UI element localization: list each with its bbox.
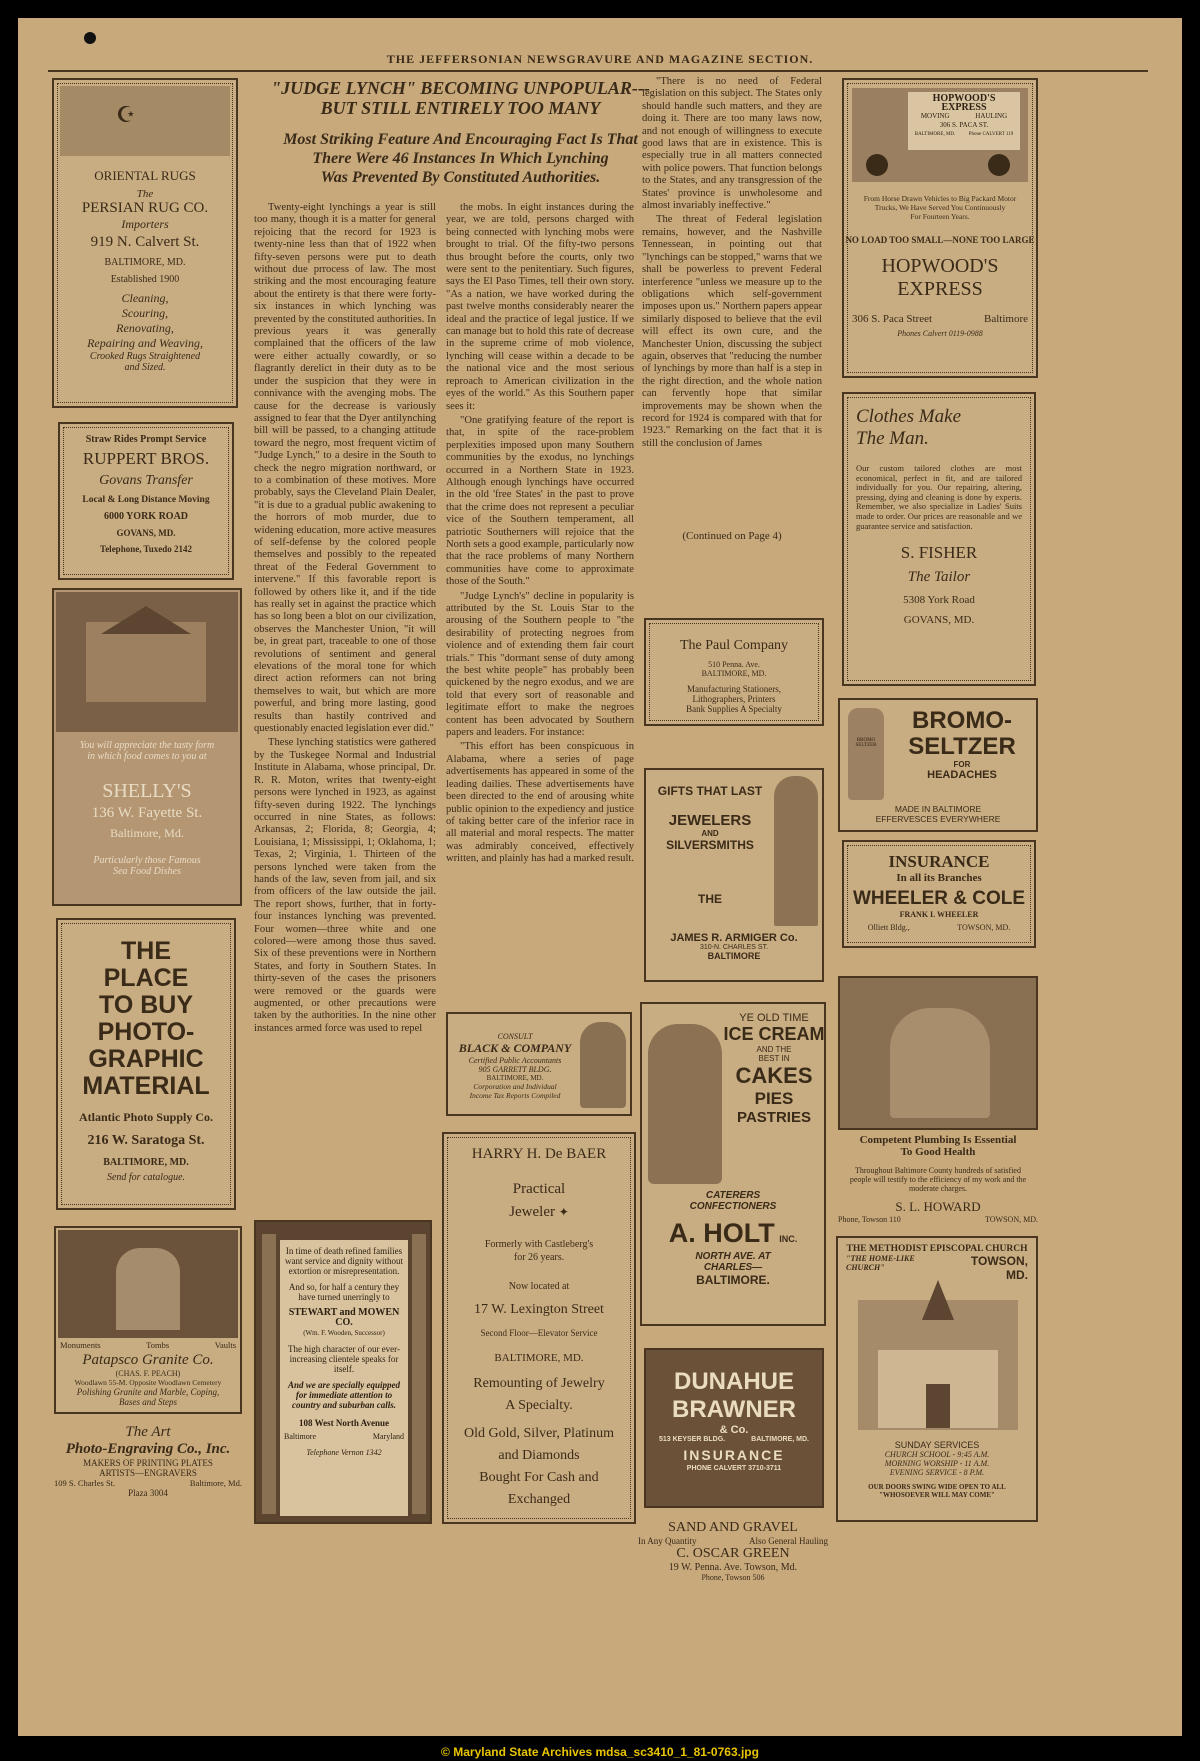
ruppert-line: Local & Long Distance Moving: [82, 495, 210, 505]
article-column-2: [446, 202, 634, 1122]
armiger-jewelers-ad: [644, 768, 824, 982]
article-paragraph: "This effort has been conspicuous in Alabama, where a series of page advertisements has appeared in some of the leading dailies. These advertisements have been directed to the end of arousing white public opinion to the expediency and justice of taking better care of the inferior race in all material and moral respects. The matter was admirably conceived, effectively written, and plainly has had a marked result.: [446, 741, 634, 865]
church-line: "THE HOME-LIKE: [846, 1254, 915, 1263]
stewart-city: Baltimore: [284, 1432, 316, 1441]
hopwoods-express-ad: [842, 78, 1038, 378]
archive-credit-text: © Maryland State Archives mdsa_sc3410_1_81-0763.jpg: [441, 1745, 759, 1759]
article-column-1: [254, 202, 436, 1342]
rug-ad-line: Established 1900: [110, 274, 180, 285]
page-header-text: THE JEFFERSONIAN NEWSGRAVURE AND MAGAZINE SECTION.: [386, 52, 814, 66]
dunahue-line: 513 KEYSER BLDG.: [659, 1436, 726, 1443]
shellys-line: Baltimore, Md.: [110, 826, 184, 840]
armiger-line: SILVERSMITHS: [666, 838, 754, 852]
paul-line: 510 Penna. Ave.: [708, 660, 760, 669]
rug-flags-illustration: [60, 86, 230, 156]
paul-line: Bank Supplies A Specialty: [686, 704, 782, 714]
shellys-line: Particularly those Famous: [93, 855, 201, 866]
oscar-green-ad: [638, 1520, 828, 1586]
art-engraving-ad: [54, 1424, 242, 1510]
church-line: SUNDAY SERVICES: [894, 1440, 980, 1450]
stewart-line: And so, for half a century they have turned unerringly to: [288, 1282, 400, 1302]
fisher-name: S. FISHER: [900, 543, 978, 563]
church-line: MD.: [1006, 1268, 1028, 1282]
photo-headline: THE: [121, 937, 171, 965]
holt-cakes: CAKES: [735, 1063, 813, 1088]
shellys-name: SHELLY'S: [102, 780, 192, 802]
article-paragraph: Twenty-eight lynchings a year is still too many, though it is a matter for general rejoicing that the record for 1923 is twenty-nine less than that of 1922 when fifty-seven persons were put to death without due prrocess of law. The most striking and the most encouraging feature about the entirety is that there were forty-six instances in which lynching was prevented by the constituted authorities. In previous years it was generally complained that the officers of the law were either actually cowardly, or so flagrantly derelict in their duty as to be under the suspicion that they were in connivance with the avenging mobs. The cause for the decrease is variously assigned to fear that the Dyer antilynching bill will be passed, to a changing attitude toward the negro, most frequent victim of "Judge Lynch," to a desire in the South to check the negro migration northward, or to a combination of these motives. More probably, says the Cleveland Plain Dealer, "it is due to a gradual public awakening to the horrors of mob murder, due to widening education, more active measures of self-defense by the colored people themselves and possibly to the repeated threat of the Federal Government to intervene." If this favorable report is followed by others like it, and if the tide has really set in against the practice which has so long been a blot on our civilization, observes the Manchester Union, "it will be, in great part, traceable to one of those revolutions of sentiment and general elevations of the moral tone for which direct action reformers can not bring themselves to wait, but which are more powerful, and bring more lasting, good results than hastily contrived and questionably enacted legislation ever did.": [254, 202, 436, 735]
hopwood-line: From Horse Drawn Vehicles to Big Packard Motor: [863, 194, 1017, 203]
photo-company: Atlantic Photo Supply Co.: [78, 1110, 214, 1124]
granite-line: Bases and Steps: [119, 1397, 177, 1407]
stewart-line: (Wm. F. Wooden, Successor): [303, 1329, 385, 1337]
granite-line: (CHAS. F. PEACH): [115, 1369, 181, 1378]
paul-line: BALTIMORE, MD.: [701, 669, 767, 678]
engraving-line: Plaza 3004: [128, 1488, 168, 1498]
holt-line: BALTIMORE.: [696, 1273, 770, 1287]
subhead-line-2: There Were 46 Instances In Which Lynching: [312, 150, 609, 167]
rug-ad-company: PERSIAN RUG CO.: [81, 200, 209, 216]
holt-pies: PIES: [754, 1089, 794, 1108]
church-line: OUR DOORS SWING WIDE OPEN TO ALL: [868, 1483, 1006, 1491]
truck-line: BALTIMORE, MD.: [914, 132, 956, 137]
column-illustration-right: [412, 1234, 426, 1514]
dunahue-co: & Co.: [719, 1424, 749, 1436]
granite-line: Woodlawn 55-M. Opposite Woodlawn Cemetery: [74, 1378, 222, 1387]
debaer-line: Now located at: [508, 1281, 570, 1292]
holt-inc: INC.: [779, 1234, 798, 1244]
black-line: CONSULT: [497, 1032, 533, 1041]
howard-line: Competent Plumbing Is Essential: [859, 1134, 1017, 1146]
article-column-3: [642, 76, 822, 560]
howard-plumbing-ad: [838, 1134, 1038, 1228]
green-line: Also General Hauling: [749, 1536, 828, 1546]
photo-supply-ad: [56, 918, 236, 1210]
stewart-line: The high character of our ever-increasing clientele speaks for itself.: [287, 1344, 400, 1374]
diamond-icon: ✦: [558, 1205, 569, 1219]
debaer-line: Jeweler: [509, 1204, 555, 1220]
stewart-address: 108 West North Avenue: [299, 1418, 389, 1428]
wheeler-line: TOWSON, MD.: [957, 923, 1011, 932]
howard-line: Phone, Towson 110: [838, 1215, 901, 1224]
dunahue-brawner-ad: [644, 1348, 824, 1508]
wheeler-line: Olliett Bldg.,: [867, 923, 910, 932]
wheeler-line: FRANK I. WHEELER: [899, 910, 979, 919]
rug-ad-line: Repairing and Weaving,: [87, 336, 203, 350]
truck-line: Phone CALVERT 119: [968, 132, 1014, 137]
rug-ad-line: Scouring,: [121, 306, 169, 320]
howard-line: TOWSON, MD.: [985, 1215, 1038, 1224]
holt-name: A. HOLT: [668, 1218, 775, 1248]
howard-line: To Good Health: [900, 1146, 976, 1158]
subhead-line-3: Was Prevented By Constituted Authorities.: [320, 169, 601, 186]
hopwood-city: Baltimore: [984, 313, 1028, 325]
truck-wheel-icon: [866, 154, 888, 176]
holt-line: CONFECTIONERS: [689, 1201, 777, 1212]
truck-line: MOVING: [920, 112, 950, 120]
hopwood-address: 306 S. Paca Street: [852, 313, 933, 325]
green-line: In Any Quantity: [638, 1536, 697, 1546]
header-rule: [48, 70, 1148, 72]
shellys-line: Sea Food Dishes: [113, 866, 181, 877]
methodist-church-ad: [836, 1236, 1038, 1522]
holt-line: AND THE: [756, 1045, 792, 1054]
bathroom-scene-illustration: [890, 1008, 990, 1118]
rug-ad-line: Cleaning,: [121, 291, 169, 305]
column-illustration-left: [262, 1234, 276, 1514]
fisher-body: Our custom tailored clothes are most economical, perfect in fit, and are tailored individually for you. Our repairing, altering, pressing, dying and cleaning is done by experts. Remember, we also specialize in Ladies' Suits made to order. Our prices are reasonable and we guarantee service and satisfaction.: [856, 463, 1022, 531]
bromo-line: SELTZER: [908, 733, 1016, 760]
photo-headline: PLACE: [103, 964, 189, 992]
rug-ad-line: Importers: [121, 217, 169, 231]
engraving-company: Photo-Engraving Co., Inc.: [65, 1441, 231, 1457]
rug-ad-line: ORIENTAL RUGS: [94, 168, 196, 183]
armiger-line: BALTIMORE: [707, 951, 761, 961]
stewart-phone: Telephone Vernon 1342: [306, 1448, 382, 1457]
wheeler-line: INSURANCE: [888, 852, 990, 871]
rug-ad-line: Renovating,: [116, 321, 174, 335]
armiger-line: JEWELERS: [668, 812, 752, 829]
fisher-headline: The Man.: [856, 428, 929, 449]
debaer-line: Practical: [512, 1181, 566, 1197]
bromo-line: BROMO-: [912, 707, 1012, 734]
howard-plumbing-photo: [838, 976, 1038, 1130]
rug-ad-line: BALTIMORE, MD.: [104, 257, 186, 268]
photo-headline: PHOTO-: [97, 1018, 195, 1046]
engraving-line: ARTISTS—ENGRAVERS: [99, 1468, 197, 1478]
black-line: Corporation and Individual: [473, 1082, 557, 1091]
continued-note: [642, 530, 822, 542]
bromo-line: FOR: [953, 760, 971, 769]
holt-line: BEST IN: [758, 1054, 790, 1063]
holt-line: YE OLD TIME: [739, 1012, 809, 1024]
truck-wheel-icon: [988, 154, 1010, 176]
ruppert-company: RUPPERT BROS.: [82, 449, 210, 468]
green-name: C. OSCAR GREEN: [676, 1546, 790, 1561]
engraving-line: The Art: [125, 1424, 171, 1440]
debaer-line: Remounting of Jewelry: [473, 1376, 605, 1391]
church-line: CHURCH SCHOOL - 9:45 A.M.: [884, 1450, 990, 1459]
engraving-line: MAKERS OF PRINTING PLATES: [83, 1458, 213, 1468]
stewart-line: In time of death refined families want service and dignity without extortion or misrepresentation.: [285, 1246, 403, 1276]
black-line: BALTIMORE, MD.: [486, 1074, 544, 1082]
headline-line-1: "JUDGE LYNCH" BECOMING UNPOPULAR---: [271, 78, 650, 98]
shellys-address: 136 W. Fayette St.: [91, 805, 203, 821]
armiger-company: JAMES R. ARMIGER Co.: [670, 932, 798, 944]
photo-city: BALTIMORE, MD.: [103, 1157, 189, 1168]
bromo-line: HEADACHES: [927, 769, 997, 781]
bromo-seltzer-ad: [838, 698, 1038, 832]
article-paragraph: "There is no need of Federal legislation on this subject. The States only should handle such matters, and they are doing it. There are too many laws now, and not enough of willingness to execute good laws that are in existence. This is especially true in all matters connected with police powers. That function belongs to the States, and any transgression of the States' province is unwholesome and almost invariably ineffective.": [642, 76, 822, 212]
dunahue-phone: PHONE CALVERT 3710-3711: [686, 1465, 782, 1472]
subhead-line-1: Most Striking Feature And Encouraging Fact Is That: [283, 131, 638, 148]
black-line: Income Tax Reports Compiled: [469, 1091, 561, 1100]
debaer-line: Exchanged: [507, 1492, 571, 1507]
bottle-label: BROMO SELTZER: [855, 738, 877, 748]
fisher-line: The Tailor: [907, 569, 971, 586]
article-paragraph: "Judge Lynch's" decline in popularity is attributed by the St. Louis Star to the arousing of the Southern people to "the desirability of protecting negroes from violence and of extending them fair court trials." This "dormant sense of duty among the best white people" has probably been quickened by the negro exodus, and we are told that every sort of reasonable and legitimate effort to make the negroes content has been advocated by Southern papers and leaders. For instance:: [446, 590, 634, 739]
corner-mark: [84, 32, 96, 44]
engraving-line: Baltimore, Md.: [189, 1478, 242, 1488]
church-line: "WHOSOEVER WILL MAY COME": [879, 1491, 995, 1499]
article-headline: [243, 78, 678, 118]
hopwood-line: Trucks, We Have Served You Continuously: [874, 203, 1006, 212]
newspaper-page: [18, 18, 1182, 1736]
de-baer-jeweler-ad: [442, 1132, 636, 1524]
hopwood-line: NO LOAD TOO SMALL—NONE TOO LARGE: [845, 235, 1035, 245]
photo-headline: MATERIAL: [82, 1072, 210, 1100]
paul-company-name: The Paul Company: [679, 638, 789, 653]
article-subhead: [243, 130, 678, 187]
dunahue-line: BALTIMORE, MD.: [751, 1436, 809, 1443]
bromo-line: EFFERVESCES EVERYWHERE: [875, 814, 1001, 824]
holt-line: CHARLES—: [703, 1262, 763, 1273]
stewart-state: Maryland: [372, 1432, 404, 1441]
debaer-line: for 26 years.: [513, 1252, 565, 1263]
girl-with-cakes-illustration: [648, 1024, 722, 1184]
hopwood-name: HOPWOOD'S: [881, 255, 999, 277]
fisher-address: 5308 York Road: [903, 594, 975, 607]
rug-ad-line: Crooked Rugs Straightened: [89, 351, 201, 362]
bromo-bottle-illustration: [848, 708, 884, 800]
shellys-line: You will appreciate the tasty form: [79, 740, 215, 751]
debaer-address: 17 W. Lexington Street: [474, 1302, 604, 1317]
photo-catalogue: Send for catalogue.: [106, 1172, 186, 1183]
holt-ice-cream: ICE CREAM: [723, 1024, 825, 1044]
truck-line: HOPWOOD'S: [932, 93, 996, 104]
debaer-line: A Specialty.: [505, 1398, 573, 1413]
lady-figure-illustration: [774, 776, 818, 926]
page-header: [18, 52, 1182, 67]
fisher-headline: Clothes Make: [856, 406, 962, 427]
ruppert-bros-ad: [58, 422, 234, 580]
wheeler-line: In all its Branches: [896, 872, 982, 884]
photo-headline: GRAPHIC: [88, 1045, 204, 1073]
truck-line: EXPRESS: [941, 102, 987, 113]
granite-label: Tombs: [146, 1340, 170, 1350]
ruppert-line: Straw Rides Prompt Service: [85, 434, 207, 445]
continued-text: (Continued on Page 4): [682, 530, 782, 542]
truck-line: 306 S. PACA ST.: [939, 121, 989, 129]
persian-rug-ad: [52, 78, 238, 408]
article-paragraph: The threat of Federal legislation remains, however, and the Nashville Tennessean, in pointing out that "lynchings can be stopped," warns that we shall be powerless to prevent Federal interference "unless we measure up to the obligations which self-government imposes upon us." Northern papers appear similarly disposed to believe that the evil will effect its own cure, and the Manchester Union, discussing the subject again, observes that "reducing the number of lynchings by more than half is a step in the right direction, and the whole nation can fervently hope that similar improvements may be shown when the record for 1924 is compared with that for 1923." Remarking on the fact that it is still the conclusion of James: [642, 214, 822, 449]
rug-ad-line: The: [136, 188, 154, 200]
armiger-line: GIFTS THAT LAST: [657, 784, 763, 798]
stewart-company: STEWART and MOWEN CO.: [288, 1307, 400, 1328]
article-paragraph: "One gratifying feature of the report is that, in spite of the race-problem perplexities imposed upon many Southern communities by the exodus, no lynchings occurred in a Northern State in 1923. Although enough lynchings have occurred in the old 'free States' in the past to prove that the crime does not represent a peculiar vice of the Southern temperament, all patriotic Southerners will rejoice that the North sets a good example, particularly now that the race problems of many Northern communities have come to approximate those of the South.": [446, 414, 634, 588]
granite-label: Vaults: [214, 1340, 236, 1350]
star-crescent-icon: ☪: [116, 102, 136, 127]
debaer-line: Second Floor—Elevator Service: [480, 1328, 598, 1338]
fisher-tailor-ad: [842, 392, 1036, 686]
black-company-ad: [446, 1012, 632, 1116]
granite-line: Polishing Granite and Marble, Coping,: [76, 1387, 220, 1397]
patapsco-granite-ad: [54, 1226, 242, 1414]
church-line: CHURCH": [846, 1263, 885, 1272]
stewart-line: And we are specially equipped for immediate attention to country and suburban calls.: [288, 1380, 400, 1410]
rug-ad-line: and Sized.: [124, 362, 166, 373]
holt-line: CATERERS: [705, 1190, 761, 1201]
brawner-name: BRAWNER: [672, 1396, 796, 1423]
wheeler-cole-ad: [842, 840, 1036, 948]
bromo-line: MADE IN BALTIMORE: [894, 804, 982, 814]
article-paragraph: the mobs. In eight instances during the year, we are told, persons charged with being connected with lynching mobs were brought to trial. Of the fifty-two persons thus brought before the courts, only two were sent to the penitentiary. Such figures, says the El Paso Times, tell their own story. "As a nation, we have worked during the past twelve months considerably nearer the ideal and the practice of legal justice. If we can manage but to hold this rate of decrease in the supreme crime of mob violence, lynching will cease within a decade to be the national vice and the most serious reproach to American civilization in the eyes of the world." As this Southern paper sees it:: [446, 202, 634, 412]
church-line: EVENING SERVICE - 8 P.M.: [889, 1468, 985, 1477]
moving-truck-illustration: [852, 88, 1028, 182]
granite-company: Patapsco Granite Co.: [82, 1352, 214, 1368]
debaer-line: and Diamonds: [498, 1448, 580, 1463]
black-line: 905 GARRETT BLDG.: [478, 1065, 552, 1074]
accountant-illustration: [580, 1022, 626, 1108]
ruppert-line: GOVANS, MD.: [116, 528, 176, 538]
photo-headline: TO BUY: [99, 991, 193, 1019]
holt-line: NORTH AVE. AT: [695, 1251, 771, 1262]
debaer-line: Formerly with Castleberg's: [484, 1239, 594, 1250]
black-line: Certified Public Accountants: [468, 1056, 562, 1065]
howard-body: Throughout Baltimore County hundreds of satisfied people will testify to the efficiency of my work and the moderate charges.: [849, 1166, 1027, 1193]
archive-credit: [0, 1745, 1200, 1759]
granite-label: Monuments: [60, 1340, 101, 1350]
green-line: SAND AND GRAVEL: [668, 1520, 798, 1535]
shellys-line: in which food comes to you at: [87, 751, 207, 762]
green-line: Phone, Towson 506: [701, 1573, 765, 1582]
debaer-line: Old Gold, Silver, Platinum: [464, 1426, 614, 1441]
ruppert-line: 6000 YORK ROAD: [103, 511, 189, 522]
church-building-illustration: [858, 1300, 1018, 1430]
church-line: THE METHODIST EPISCOPAL CHURCH: [846, 1244, 1028, 1254]
church-line: MORNING WORSHIP - 11 A.M.: [884, 1459, 990, 1468]
howard-name: S. L. HOWARD: [895, 1199, 981, 1214]
paul-company-ad: [644, 618, 824, 726]
truck-line: HAULING: [975, 112, 1008, 120]
paul-line: Lithographers, Printers: [692, 694, 776, 704]
dunahue-name: DUNAHUE: [674, 1368, 794, 1395]
monument-illustration: [58, 1230, 238, 1338]
ruppert-line: Govans Transfer: [99, 473, 193, 488]
rug-ad-address: 919 N. Calvert St.: [90, 234, 200, 250]
ruppert-line: Telephone, Tuxedo 2142: [100, 544, 192, 554]
hopwood-phone: Phones Calvert 0119-0988: [897, 329, 983, 338]
stewart-mowen-ad: [254, 1220, 432, 1524]
armiger-line: THE: [698, 892, 722, 906]
fisher-city: GOVANS, MD.: [903, 614, 975, 627]
debaer-line: BALTIMORE, MD.: [494, 1352, 584, 1364]
article-paragraph: These lynching statistics were gathered by the Tuskegee Normal and Industrial Institute in Alabama, whose principal, Dr. R. R. Moton, writes that twenty-eight persons were lynched in 1923, as against fifty-seven during 1922. The lynchings occurred in nine States, as follows: Arkansas, 2; Florida, 8; Georgia, 4; Louisiana, 1; Mississippi, 1; Oklahoma, 1; Texas, 2; Virginia, 1. Thirteen of the persons lynched were taken from the hands of the law, seven from jail, and six from officers of the law outside the jail. The report shows, further, that in forty-four instances lynching was prevented. Four women—three white and one colored—were among those thus saved. Six of these preventions were in Northern States, and forty in Southern States. In thirty-seven of the cases the prisoners were removed or the guards were augmented, or other precautions were taken by the authorities. In the nine other instances armed force was used to repel: [254, 737, 436, 1034]
headline-line-2: BUT STILL ENTIRELY TOO MANY: [320, 98, 601, 118]
hopwood-line: For Fourteen Years.: [910, 212, 970, 221]
photo-address: 216 W. Saratoga St.: [87, 1133, 205, 1148]
church-line: TOWSON,: [970, 1254, 1028, 1268]
dunahue-insurance: INSURANCE: [683, 1447, 785, 1463]
wheeler-company: WHEELER & COLE: [852, 888, 1026, 909]
engraving-line: 109 S. Charles St.: [54, 1478, 116, 1488]
hopwood-name: EXPRESS: [897, 278, 983, 300]
holt-pastries: PASTRIES: [737, 1109, 811, 1126]
green-line: 19 W. Penna. Ave. Towson, Md.: [668, 1562, 798, 1573]
paul-line: Manufacturing Stationers,: [687, 684, 781, 694]
shellys-ad: [52, 588, 242, 906]
restaurant-building-photo: [56, 592, 238, 732]
holt-ice-cream-ad: [640, 1002, 826, 1326]
debaer-line: Bought For Cash and: [479, 1470, 599, 1485]
debaer-name: HARRY H. De BAER: [471, 1146, 607, 1162]
black-company: BLACK & COMPANY: [458, 1041, 572, 1055]
armiger-line: AND: [701, 829, 719, 838]
armiger-line: 310-N. CHARLES ST.: [699, 944, 769, 951]
